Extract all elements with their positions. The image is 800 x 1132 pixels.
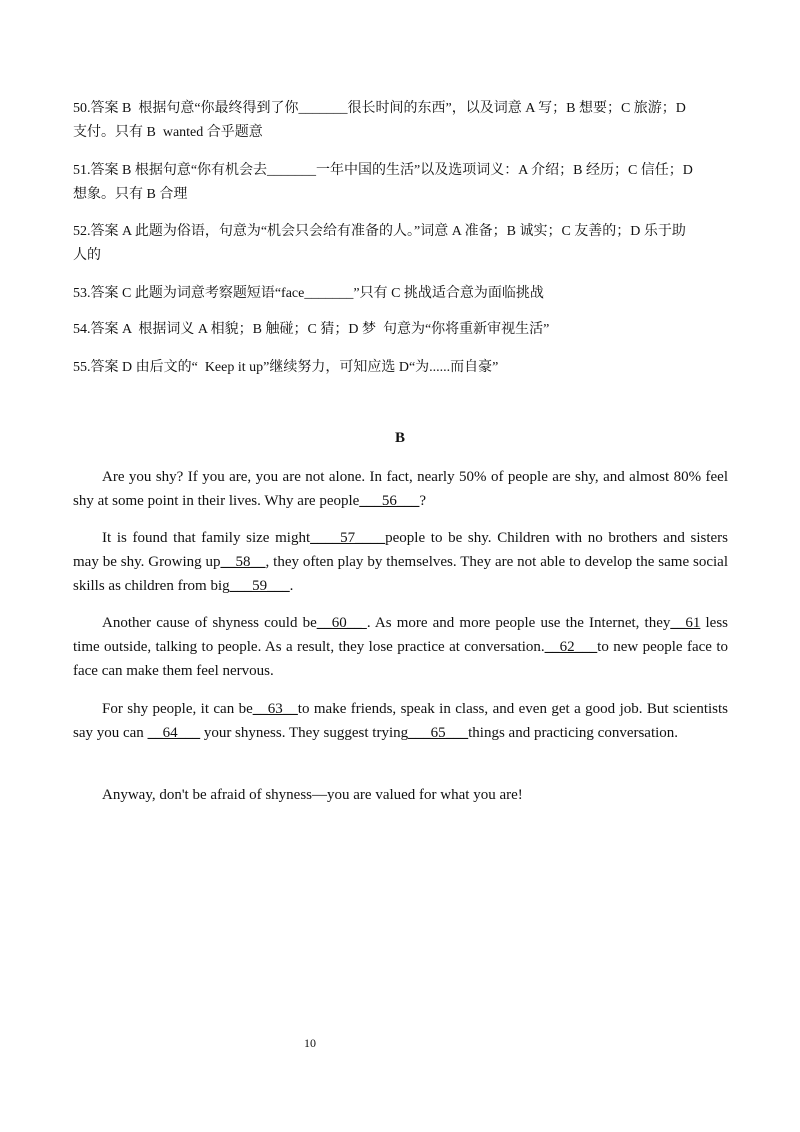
p3-text-b: . As more and more people use the Internet, they [366, 615, 671, 631]
answer-50 [73, 97, 728, 145]
p4-text-b: to make friends, speak in class, and even get a good job. But scientists say you can [73, 701, 729, 741]
blank-58: __58__ [220, 554, 266, 570]
p2-text-c: , they often play by themselves. They are not able to develop the same social skills as children from big [73, 554, 728, 594]
blank-60: __60__ [316, 615, 367, 631]
blank-65: ___65___ [408, 725, 469, 741]
p4-text-a: For shy people, it can be [102, 701, 253, 717]
answer-55 [73, 356, 728, 380]
blank-59: ___59___ [229, 578, 290, 594]
p2-text-a: It is found that family size might [102, 530, 311, 546]
p2-text-b: people to be shy. Children with no brothers and sisters may be shy. Growing up [73, 530, 728, 570]
p1-text-a: Are you shy? If you are, you are not alone. In fact, nearly 50% of people are shy, and almost 80% feel shy at some point in their lives. Why are people [73, 469, 728, 509]
answer-53-line1: 53.答案 C 此题为词意考察题短语“face_______”只有 C 挑战适合意为面临挑战 [73, 286, 544, 301]
paragraph-2 [73, 526, 728, 598]
answer-52-line1: 52.答案 A 此题为俗语，句意为“机会只会给有准备的人。”词意 A 准备；B 诚实；C 友善的；D 乐于助 [73, 224, 686, 239]
blank-62: __62___ [544, 639, 598, 655]
paragraph-1 [73, 465, 728, 513]
blank-61: __61 [670, 615, 701, 631]
answer-51-line2: 想象。只有 B 合理 [73, 187, 188, 202]
section-title: B [394, 430, 405, 446]
paragraph-3 [73, 611, 728, 683]
answer-51 [73, 159, 728, 207]
answer-50-line1: 50.答案 B 根据句意“你最终得到了你_______很长时间的东西”，以及词意 A 写；B 想要；C 旅游；D [73, 101, 686, 116]
p5-text: Anyway, don't be afraid of shyness—you are valued for what you are! [102, 787, 523, 803]
paragraph-4 [73, 697, 728, 745]
p2-text-d: . [289, 578, 294, 594]
page-number: 10 [304, 1036, 316, 1050]
paragraph-5 [73, 783, 728, 807]
blank-57: ____57____ [310, 530, 386, 546]
blank-63: __63__ [252, 701, 298, 717]
answer-52-line2: 人的 [73, 248, 101, 263]
answer-53 [73, 282, 728, 306]
p3-text-a: Another cause of shyness could be [102, 615, 317, 631]
answer-55-line1: 55.答案 D 由后文的“ Keep it up”继续努力，可知应选 D“为......而自豪” [73, 360, 499, 375]
p4-text-d: things and practicing conversation. [468, 725, 679, 741]
answer-54-line1: 54.答案 A 根据词义 A 相貌；B 触碰；C 猜；D 梦 句意为“你将重新审视生活” [73, 322, 550, 337]
p1-text-b: ? [419, 493, 426, 509]
answer-50-line2: 支付。只有 B wanted 合乎题意 [73, 125, 263, 140]
answer-51-line1: 51.答案 B 根据句意“你有机会去_______一年中国的生活”以及选项词义：A 介绍；B 经历；C 信任；D [73, 163, 693, 178]
p3-text-d: to new people face to face can make them feel nervous. [73, 639, 728, 679]
answer-54 [73, 318, 728, 342]
p3-text-c: less time outside, talking to people. As a result, they lose practice at conversation. [73, 615, 728, 655]
blank-64: __64___ [147, 725, 201, 741]
answer-52 [73, 220, 728, 268]
blank-56: ___56___ [359, 493, 420, 509]
p4-text-c: your shyness. They suggest trying [200, 725, 409, 741]
